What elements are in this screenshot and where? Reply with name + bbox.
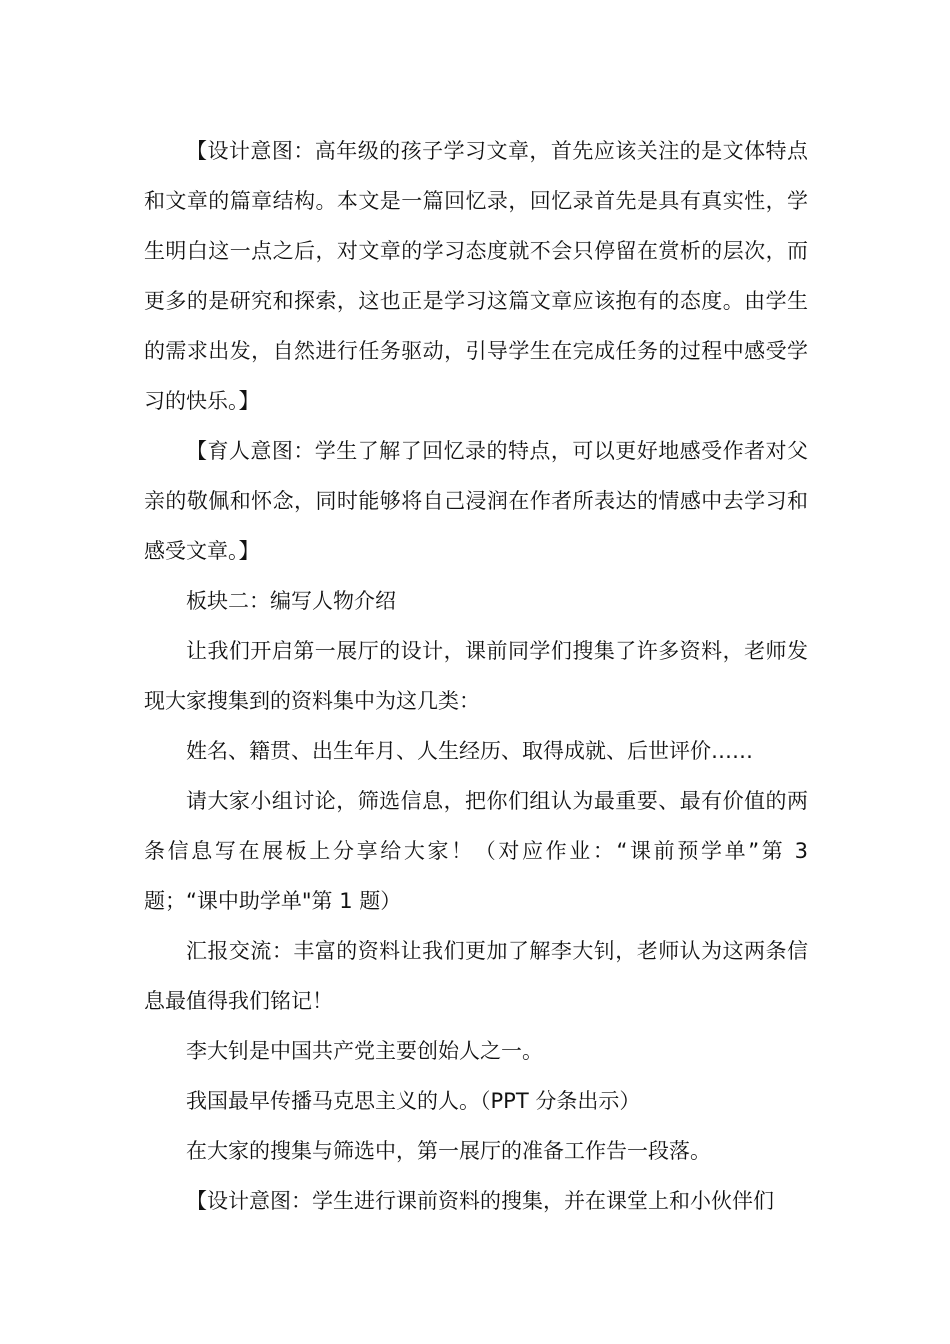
paragraph-group-discussion: 请大家小组讨论，筛选信息，把你们组认为最重要、最有价值的两条信息写在展板上分享给大家！（对应作业：“课前预学单”第 3 题；“课中助学单"第 1 题） <box>144 789 808 913</box>
document-body <box>144 126 808 1226</box>
paragraph-design-intent-2: 【设计意图：学生进行课前资料的搜集，并在课堂上和小伙伴们 <box>186 1189 774 1213</box>
paragraph-design-intent-1: 【设计意图：高年级的孩子学习文章，首先应该关注的是文体特点和文章的篇章结构。本文是一篇回忆录，回忆录首先是具有真实性，学生明白这一点之后，对文章的学习态度就不会只停留在赏析的层次，而更多的是研究和探索，这也正是学习这篇文章应该抱有的态度。由学生的需求出发，自然进行任务驱动，引导学生在完成任务的过程中感受学习的快乐。】 <box>144 139 808 413</box>
paragraph-info-categories: 姓名、籍贯、出生年月、人生经历、取得成就、后世评价…… <box>186 739 753 763</box>
paragraph-exhibition-intro: 让我们开启第一展厅的设计，课前同学们搜集了许多资料，老师发现大家搜集到的资料集中为这几类： <box>144 639 808 713</box>
paragraph-education-intent: 【育人意图：学生了解了回忆录的特点，可以更好地感受作者对父亲的敬佩和怀念，同时能够将自己浸润在作者所表达的情感中去学习和感受文章。】 <box>144 439 808 563</box>
paragraph-conclusion: 在大家的搜集与筛选中，第一展厅的准备工作告一段落。 <box>186 1139 711 1163</box>
section-heading-block-two: 板块二：编写人物介绍 <box>186 589 396 613</box>
paragraph-fact-founder: 李大钊是中国共产党主要创始人之一。 <box>186 1039 543 1063</box>
paragraph-report-exchange: 汇报交流：丰富的资料让我们更加了解李大钊，老师认为这两条信息最值得我们铭记！ <box>144 939 808 1013</box>
paragraph-fact-marxism: 我国最早传播马克思主义的人。（PPT 分条出示） <box>186 1089 641 1113</box>
